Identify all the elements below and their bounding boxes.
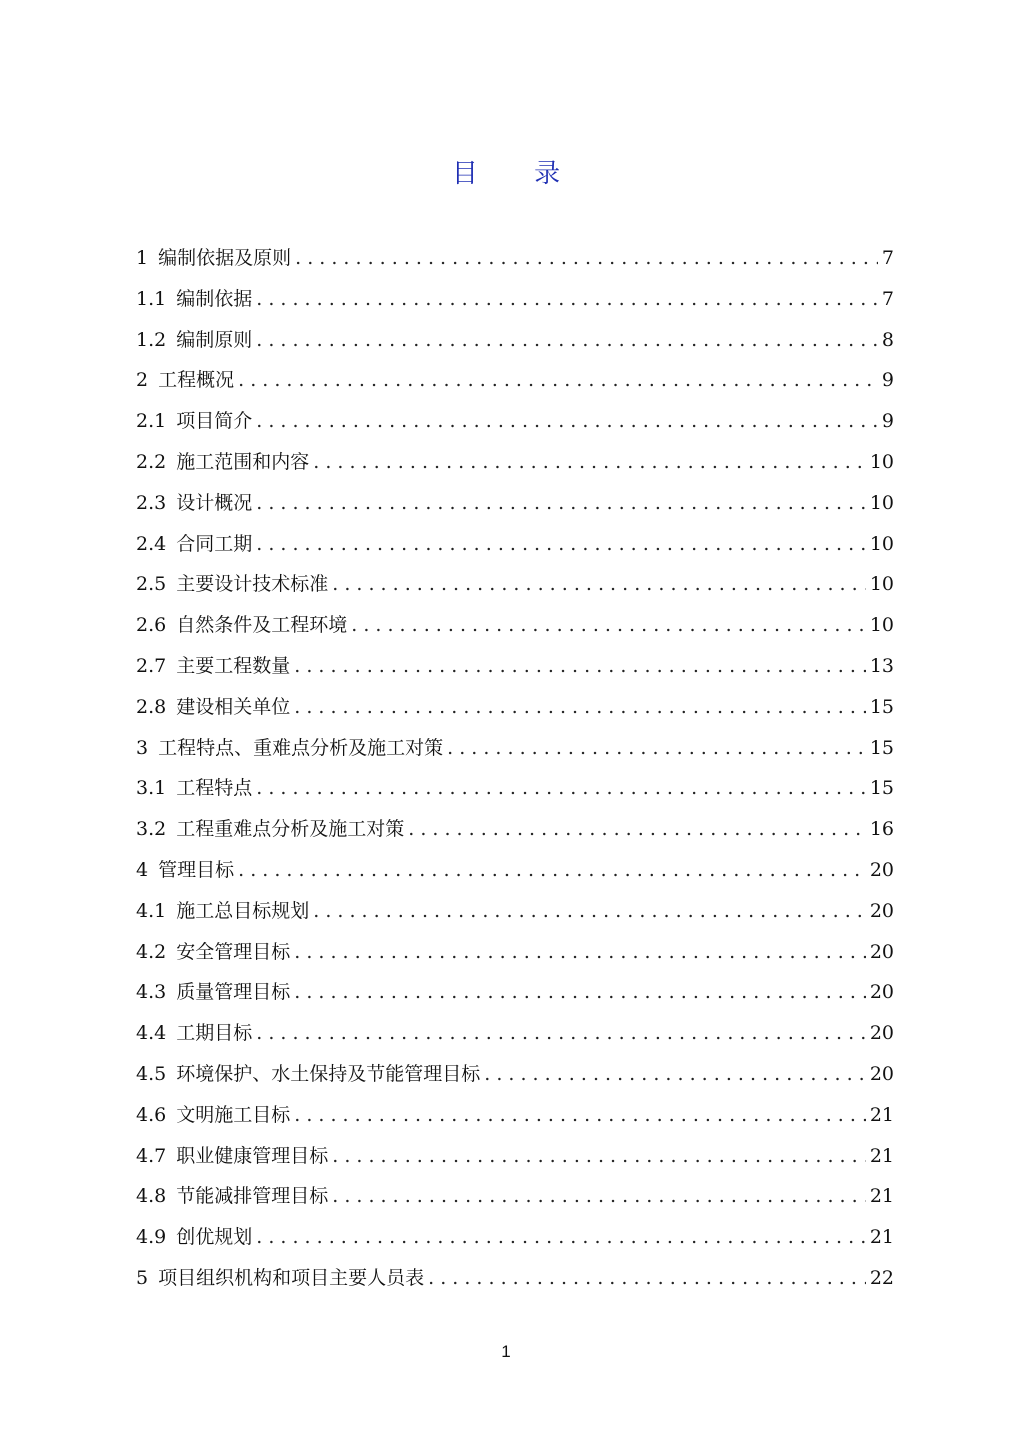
toc-entry-page: 7: [881, 247, 894, 269]
toc-dot-leader: [313, 442, 866, 483]
toc-dot-leader: [256, 401, 878, 442]
toc-entry-title: 创优规划: [176, 1226, 253, 1249]
toc-entry-title: 项目组织机构和项目主要人员表: [158, 1266, 425, 1289]
toc-dot-leader: [351, 605, 866, 646]
toc-entry[interactable]: [136, 483, 894, 524]
toc-entry[interactable]: [136, 401, 894, 442]
toc-entry-number: 1.2: [136, 328, 167, 351]
toc-entry-number: 2: [136, 369, 149, 392]
toc-dot-leader: [332, 1136, 866, 1177]
toc-entry-page: 22: [869, 1266, 894, 1289]
toc-entry[interactable]: [136, 1217, 894, 1258]
toc-entry-title: 工程特点、重难点分析及施工对策: [158, 736, 444, 759]
toc-dot-leader: [484, 1054, 866, 1095]
toc-entry-number: 4.9: [136, 1226, 167, 1249]
toc-entry-page: 20: [869, 899, 894, 922]
toc-entry-number: 3: [136, 736, 149, 759]
toc-entry-number: 4.2: [136, 940, 167, 963]
toc-entry[interactable]: [136, 687, 894, 728]
toc-entry-number: 2.6: [136, 614, 167, 637]
toc-entry-number: 4.7: [136, 1144, 167, 1167]
toc-dot-leader: [256, 483, 866, 524]
toc-entry-title: 质量管理目标: [176, 981, 291, 1004]
toc-entry-title: 自然条件及工程环境: [176, 614, 348, 637]
toc-entry[interactable]: [136, 360, 894, 401]
toc-dot-leader: [294, 1095, 866, 1136]
toc-entry-number: 4.6: [136, 1103, 167, 1126]
toc-entry-number: 4.4: [136, 1022, 167, 1045]
toc-entry-page: 21: [869, 1226, 894, 1249]
toc-dot-leader: [256, 1013, 866, 1054]
toc-entry-number: 5: [136, 1266, 149, 1289]
toc-entry-page: 15: [869, 736, 894, 759]
toc-entry-title: 节能减排管理目标: [176, 1185, 329, 1208]
toc-entry[interactable]: [136, 524, 894, 565]
toc-entry-number: 2.4: [136, 532, 167, 555]
toc-entry-number: 3.1: [136, 777, 167, 800]
toc-entry-page: 10: [869, 532, 894, 555]
page-number: 1: [501, 1342, 511, 1361]
toc-entry-page: 10: [869, 573, 894, 596]
toc-entry-title: 工程概况: [158, 369, 235, 392]
toc-entry[interactable]: [136, 850, 894, 891]
toc-entry-number: 1.1: [136, 287, 167, 310]
toc-title: 目 录: [451, 159, 585, 189]
toc-dot-leader: [294, 646, 866, 687]
toc-entry-title: 编制原则: [176, 328, 253, 351]
toc-dot-leader: [313, 891, 866, 932]
toc-entry[interactable]: [136, 1136, 894, 1177]
toc-entry-title: 主要设计技术标准: [176, 573, 329, 596]
toc-entry[interactable]: [136, 972, 894, 1013]
toc-entry-title: 设计概况: [176, 491, 253, 514]
toc-entry-title: 工程重难点分析及施工对策: [176, 818, 405, 841]
toc-entry[interactable]: [136, 932, 894, 973]
toc-dot-leader: [428, 1258, 866, 1299]
toc-dot-leader: [332, 1176, 866, 1217]
toc-entry-number: 2.3: [136, 491, 167, 514]
toc-entry[interactable]: [136, 1054, 894, 1095]
toc-entry[interactable]: [136, 768, 894, 809]
toc-entry-page: 9: [881, 410, 894, 433]
toc-entry-page: 8: [881, 328, 894, 351]
toc-entry-title: 合同工期: [176, 532, 253, 555]
toc-entry[interactable]: [136, 320, 894, 361]
toc-entry-number: 2.2: [136, 450, 167, 473]
table-of-contents: [136, 238, 894, 1299]
toc-dot-leader: [256, 279, 878, 320]
toc-entry-page: 9: [881, 369, 894, 392]
toc-entry-number: 4.8: [136, 1185, 167, 1208]
toc-entry[interactable]: [136, 809, 894, 850]
toc-dot-leader: [295, 238, 878, 279]
toc-entry-number: 3.2: [136, 818, 167, 841]
toc-entry[interactable]: [136, 1095, 894, 1136]
toc-entry-page: 21: [869, 1185, 894, 1208]
toc-entry-title: 工期目标: [176, 1022, 253, 1045]
toc-entry-number: 4.5: [136, 1062, 167, 1085]
toc-entry[interactable]: [136, 1013, 894, 1054]
toc-entry-title: 项目简介: [176, 410, 253, 433]
toc-dot-leader: [332, 564, 866, 605]
toc-dot-leader: [447, 728, 866, 769]
toc-entry-page: 10: [869, 450, 894, 473]
toc-entry-title: 安全管理目标: [176, 940, 291, 963]
toc-entry-number: 2.8: [136, 695, 167, 718]
toc-dot-leader: [256, 768, 866, 809]
toc-entry-number: 1: [136, 247, 149, 269]
toc-entry[interactable]: [136, 564, 894, 605]
toc-entry-title: 施工范围和内容: [176, 450, 310, 473]
toc-entry-page: 13: [869, 654, 894, 677]
toc-dot-leader: [256, 524, 866, 565]
toc-entry-title: 编制依据及原则: [158, 247, 292, 269]
toc-entry-number: 2.7: [136, 654, 167, 677]
toc-entry-number: 2.5: [136, 573, 167, 596]
toc-dot-leader: [256, 320, 878, 361]
toc-entry[interactable]: [136, 279, 894, 320]
toc-entry-page: 20: [869, 1022, 894, 1045]
toc-entry-title: 职业健康管理目标: [176, 1144, 329, 1167]
toc-entry-number: 2.1: [136, 410, 167, 433]
toc-dot-leader: [238, 360, 878, 401]
toc-entry[interactable]: [136, 605, 894, 646]
toc-entry-title: 环境保护、水土保持及节能管理目标: [176, 1062, 481, 1085]
toc-dot-leader: [294, 972, 866, 1013]
toc-dot-leader: [238, 850, 866, 891]
toc-entry[interactable]: [136, 1176, 894, 1217]
toc-entry-number: 4.3: [136, 981, 167, 1004]
toc-entry[interactable]: [136, 1258, 894, 1299]
toc-entry[interactable]: [136, 238, 894, 279]
toc-entry-title: 编制依据: [176, 287, 253, 310]
toc-entry[interactable]: [136, 891, 894, 932]
toc-entry-page: 21: [869, 1144, 894, 1167]
toc-dot-leader: [408, 809, 866, 850]
toc-entry-page: 20: [869, 981, 894, 1004]
toc-entry-page: 20: [869, 940, 894, 963]
toc-entry-page: 20: [869, 1062, 894, 1085]
toc-dot-leader: [294, 687, 866, 728]
toc-dot-leader: [294, 932, 866, 973]
toc-entry-page: 7: [881, 287, 894, 310]
toc-entry-page: 10: [869, 614, 894, 637]
toc-entry[interactable]: [136, 442, 894, 483]
toc-entry-title: 建设相关单位: [176, 695, 291, 718]
toc-entry-title: 工程特点: [176, 777, 253, 800]
toc-entry-number: 4: [136, 858, 149, 881]
toc-entry-title: 施工总目标规划: [176, 899, 310, 922]
toc-entry-title: 主要工程数量: [176, 654, 291, 677]
toc-entry-title: 文明施工目标: [176, 1103, 291, 1126]
toc-entry[interactable]: [136, 728, 894, 769]
toc-entry-page: 15: [869, 695, 894, 718]
toc-dot-leader: [256, 1217, 866, 1258]
toc-entry-page: 21: [869, 1103, 894, 1126]
toc-entry-page: 16: [869, 818, 894, 841]
toc-entry-page: 15: [869, 777, 894, 800]
toc-entry-number: 4.1: [136, 899, 167, 922]
toc-entry-page: 10: [869, 491, 894, 514]
toc-entry-page: 20: [869, 858, 894, 881]
toc-entry[interactable]: [136, 646, 894, 687]
toc-entry-title: 管理目标: [158, 858, 235, 881]
